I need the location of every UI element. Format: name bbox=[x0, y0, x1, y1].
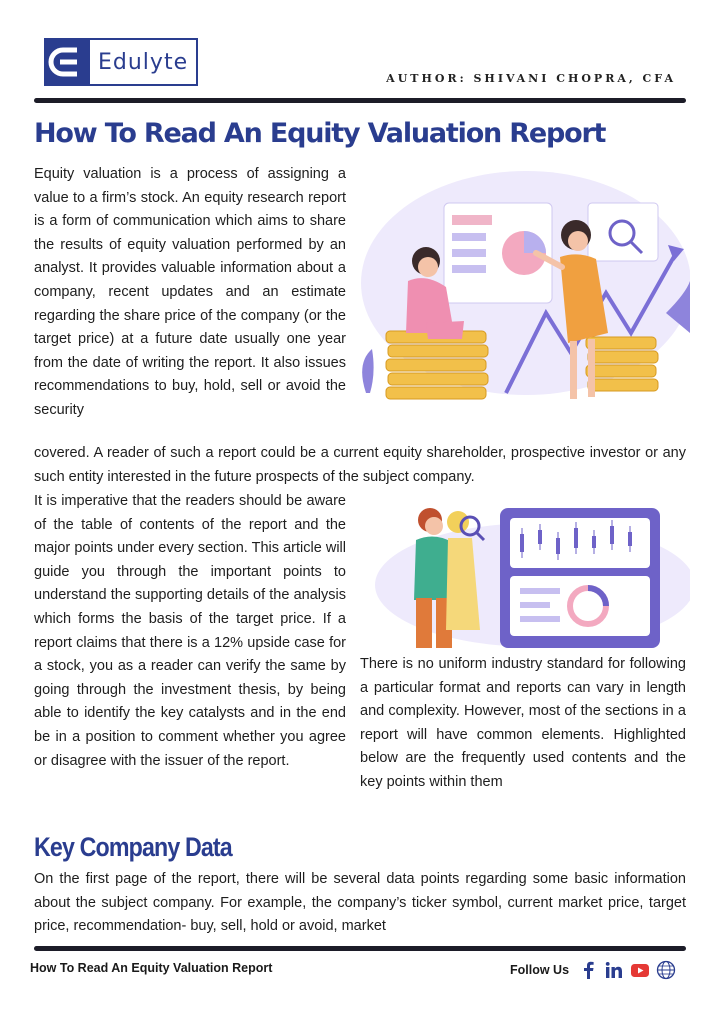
header-divider bbox=[34, 98, 686, 103]
youtube-icon[interactable] bbox=[630, 960, 650, 980]
key-company-data-paragraph: On the first page of the report, there will be several data points regarding some basic information about the subject company. For example, the company’s ticker symbol, current market price, target price, recommendation- buy, sell, hold or avoid, market bbox=[34, 871, 686, 935]
footer-title: How To Read An Equity Valuation Report bbox=[30, 961, 273, 975]
edulyte-logo bbox=[44, 38, 198, 86]
logo-text: Edulyte bbox=[98, 49, 189, 75]
analyst-presentation-illustration bbox=[356, 163, 690, 425]
author-line: AUTHOR: SHIVANI CHOPRA, CFA bbox=[386, 72, 676, 85]
footer-divider bbox=[34, 946, 686, 951]
follow-us-label: Follow Us bbox=[510, 963, 570, 977]
website-icon[interactable] bbox=[656, 960, 676, 980]
facebook-icon[interactable] bbox=[578, 960, 598, 980]
linkedin-icon[interactable] bbox=[604, 960, 624, 980]
section-heading: Key Company Data bbox=[34, 832, 232, 862]
logo-mark-icon bbox=[46, 40, 90, 84]
market-dashboard-illustration bbox=[360, 490, 690, 648]
page-title: How To Read An Equity Valuation Report bbox=[34, 118, 606, 149]
intro-paragraph: Equity valuation is a process of assigning a value to a firm’s stock. An equity research report is a form of communication which aims to share the results of equity valuation performed by an analyst. It provides valuable information about a company, recent updates and an estimate regarding the share price of the company (or the target price) at a future date usually one year from the date of writing the report. It also issues recommendations to buy, hold, sell or avoid the security bbox=[34, 166, 346, 418]
imperative-paragraph: It is imperative that the readers should be aware of the table of contents of the report and the major points under every section. This article will guide you through the important points to understand the supporting details of the analysis which forms the basis of the target price. If a report claims that there is a 12% upside case for a stock, you as a reader can verify the same by going through the investment thesis, by being able to identify the key catalysts and in the end be in a position to comment whether you agree or disagree with the issuer of the report. bbox=[34, 493, 346, 769]
intro-continuation-paragraph: covered. A reader of such a report could be a current equity shareholder, prospective investor or any such entity interested in the future prospects of the subject company. bbox=[34, 445, 686, 485]
no-uniform-standard-paragraph: There is no uniform industry standard for following a particular format and reports can vary in length and complexity. However, most of the sections in a report will have common elements. Highlighted below are the frequently used contents and the key points within them bbox=[360, 656, 686, 790]
